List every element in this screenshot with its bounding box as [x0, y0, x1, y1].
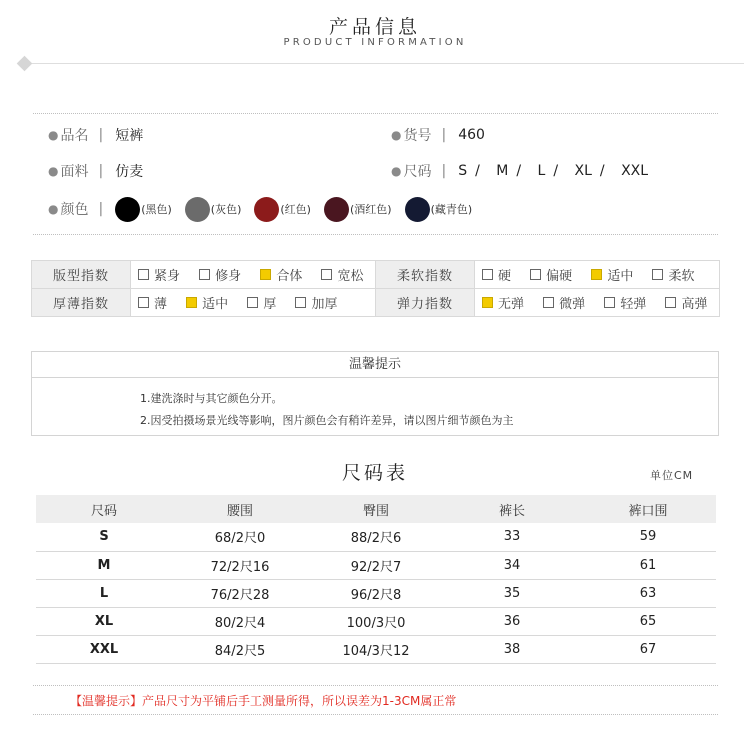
- param-option: [604, 293, 646, 312]
- header-divider: [26, 63, 744, 64]
- checkbox-icon: [482, 269, 493, 280]
- checkbox-icon: [138, 297, 149, 308]
- param-label: 柔软指数: [376, 261, 475, 289]
- size-option: XXL: [621, 163, 649, 179]
- param-label: 版型指数: [32, 261, 131, 289]
- size-option: L: [537, 163, 546, 179]
- info-row-fabric: [48, 158, 728, 184]
- size-cell: M: [36, 551, 172, 579]
- checkbox-icon: [199, 269, 210, 280]
- param-option: [199, 265, 241, 284]
- info-label: 颜色: [60, 202, 89, 218]
- param-row: [32, 289, 720, 317]
- separator: |: [441, 127, 447, 143]
- color-label: (藏青色): [430, 203, 473, 216]
- option-label: 合体: [276, 269, 303, 284]
- hip-cell: 88/2尺6: [308, 523, 444, 551]
- size-option: S: [458, 163, 468, 179]
- size-cell: S: [36, 523, 172, 551]
- param-row: [32, 261, 720, 289]
- info-name: [48, 122, 143, 148]
- option-label: 修身: [215, 269, 242, 284]
- param-option: [665, 293, 707, 312]
- checkbox-icon: [652, 269, 663, 280]
- param-option: [295, 293, 337, 312]
- param-options: [131, 289, 376, 317]
- option-label: 轻弹: [620, 297, 647, 312]
- param-option: [321, 265, 363, 284]
- checkbox-icon: [295, 297, 306, 308]
- option-label: 高弹: [681, 297, 708, 312]
- option-label: 硬: [498, 269, 512, 284]
- param-option: [652, 265, 694, 284]
- color-option-gray: [185, 197, 255, 222]
- size-cell: L: [36, 579, 172, 607]
- color-label: (灰色): [210, 203, 242, 216]
- leg-opening-cell: 61: [580, 551, 716, 579]
- separator: |: [98, 201, 104, 217]
- size-chart-title: 尺码表: [341, 462, 408, 484]
- color-option-black: [115, 197, 185, 222]
- info-row-name: [48, 122, 728, 148]
- checkbox-icon: [138, 269, 149, 280]
- param-options: [131, 261, 376, 289]
- checkbox-icon: [482, 297, 493, 308]
- hip-cell: 100/3尺0: [308, 607, 444, 635]
- page-subtitle: PRODUCT INFORMATION: [283, 37, 467, 48]
- column-header: 臀围: [308, 495, 444, 523]
- diamond-icon: [17, 56, 33, 72]
- color-swatch-gray: [185, 197, 210, 222]
- checkbox-icon: [543, 297, 554, 308]
- column-header: 腰围: [172, 495, 308, 523]
- param-option: [138, 293, 167, 312]
- param-option: [530, 265, 572, 284]
- option-label: 微弹: [559, 297, 586, 312]
- color-option-wine: [324, 197, 405, 222]
- column-header: 裤口围: [580, 495, 716, 523]
- checkbox-icon: [591, 269, 602, 280]
- param-option: [543, 293, 585, 312]
- info-value: 仿麦: [115, 164, 144, 180]
- checkbox-icon: [247, 297, 258, 308]
- param-option: [247, 293, 276, 312]
- length-cell: 33: [444, 523, 580, 551]
- info-label: 品名: [60, 128, 89, 144]
- fit-index-table: [31, 260, 720, 317]
- param-option: [482, 265, 511, 284]
- color-swatch-navy: [405, 197, 430, 222]
- color-swatch-black: [115, 197, 140, 222]
- size-chart-table: [36, 495, 716, 664]
- column-header: 裤长: [444, 495, 580, 523]
- param-options: [475, 261, 720, 289]
- param-option: [260, 265, 302, 284]
- param-option: [482, 293, 524, 312]
- dotted-divider: [33, 234, 718, 235]
- length-cell: 36: [444, 607, 580, 635]
- size-separator: /: [553, 163, 559, 179]
- table-row: [36, 607, 716, 635]
- info-label: 面料: [60, 164, 89, 180]
- info-value: 短裤: [115, 128, 144, 144]
- param-options: [475, 289, 720, 317]
- dotted-divider: [33, 113, 718, 114]
- separator: |: [98, 127, 104, 143]
- unit-label: 单位CM: [650, 469, 694, 482]
- waist-cell: 80/2尺4: [172, 607, 308, 635]
- size-separator: /: [475, 163, 480, 179]
- tip-box: [31, 351, 719, 436]
- info-label: 货号: [403, 128, 432, 144]
- waist-cell: 72/2尺16: [172, 551, 308, 579]
- tip-line: 1.建洗涤时与其它颜色分开。: [140, 392, 283, 405]
- table-header-row: [36, 495, 716, 523]
- param-label: 厚薄指数: [32, 289, 131, 317]
- bullet-icon: ●: [48, 202, 59, 216]
- size-option: M: [496, 163, 509, 179]
- hip-cell: 104/3尺12: [308, 635, 444, 663]
- option-label: 厚: [263, 297, 277, 312]
- checkbox-icon: [604, 297, 615, 308]
- option-label: 偏硬: [546, 269, 573, 284]
- waist-cell: 76/2尺28: [172, 579, 308, 607]
- length-cell: 35: [444, 579, 580, 607]
- tip-line: 2.因受拍摄场景光线等影响，图片颜色会有稍许差异，请以图片细节颜色为主: [140, 414, 514, 427]
- measurement-note: 【温馨提示】产品尺寸为平铺后手工测量所得，所以误差为1-3CM属正常: [70, 694, 457, 708]
- option-label: 适中: [607, 269, 634, 284]
- checkbox-icon: [186, 297, 197, 308]
- dotted-divider: [33, 714, 718, 715]
- info-sku: [391, 122, 485, 148]
- color-label: (红色): [280, 203, 311, 216]
- option-label: 加厚: [311, 297, 338, 312]
- table-row: [36, 523, 716, 551]
- hip-cell: 92/2尺7: [308, 551, 444, 579]
- leg-opening-cell: 65: [580, 607, 716, 635]
- checkbox-icon: [260, 269, 271, 280]
- param-label: 弹力指数: [376, 289, 475, 317]
- page-title: 产品信息: [328, 16, 421, 38]
- table-row: [36, 551, 716, 579]
- size-options: [458, 163, 656, 179]
- table-row: [36, 579, 716, 607]
- leg-opening-cell: 67: [580, 635, 716, 663]
- info-fabric: [48, 158, 143, 184]
- size-separator: /: [599, 163, 605, 179]
- checkbox-icon: [321, 269, 332, 280]
- info-color: [48, 196, 485, 222]
- info-row-color: [48, 196, 728, 222]
- color-option-navy: [405, 197, 486, 222]
- info-size: [391, 158, 656, 184]
- color-swatch-red: [254, 197, 279, 222]
- param-option: [138, 265, 180, 284]
- dotted-divider: [33, 685, 718, 686]
- separator: |: [441, 163, 447, 179]
- option-label: 无弹: [498, 297, 525, 312]
- table-row: [36, 635, 716, 663]
- color-swatch-wine: [324, 197, 349, 222]
- waist-cell: 84/2尺5: [172, 635, 308, 663]
- hip-cell: 96/2尺8: [308, 579, 444, 607]
- param-option: [186, 293, 228, 312]
- bullet-icon: ●: [48, 164, 59, 178]
- size-cell: XXL: [36, 635, 172, 663]
- color-option-red: [254, 197, 324, 222]
- length-cell: 38: [444, 635, 580, 663]
- size-option: XL: [574, 163, 592, 179]
- checkbox-icon: [530, 269, 541, 280]
- separator: |: [98, 163, 104, 179]
- length-cell: 34: [444, 551, 580, 579]
- bullet-icon: ●: [391, 164, 402, 178]
- option-label: 柔软: [668, 269, 695, 284]
- info-label: 尺码: [403, 164, 432, 180]
- leg-opening-cell: 59: [580, 523, 716, 551]
- leg-opening-cell: 63: [580, 579, 716, 607]
- checkbox-icon: [665, 297, 676, 308]
- info-value: 460: [458, 127, 485, 143]
- option-label: 薄: [154, 297, 168, 312]
- bullet-icon: ●: [391, 128, 402, 142]
- option-label: 紧身: [154, 269, 181, 284]
- option-label: 宽松: [337, 269, 364, 284]
- color-label: (酒红色): [349, 203, 392, 216]
- size-cell: XL: [36, 607, 172, 635]
- param-option: [591, 265, 633, 284]
- column-header: 尺码: [36, 495, 172, 523]
- size-separator: /: [516, 163, 522, 179]
- color-label: (黑色): [141, 203, 172, 216]
- bullet-icon: ●: [48, 128, 59, 142]
- option-label: 适中: [202, 297, 229, 312]
- waist-cell: 68/2尺0: [172, 523, 308, 551]
- tip-title: 温馨提示: [32, 352, 718, 378]
